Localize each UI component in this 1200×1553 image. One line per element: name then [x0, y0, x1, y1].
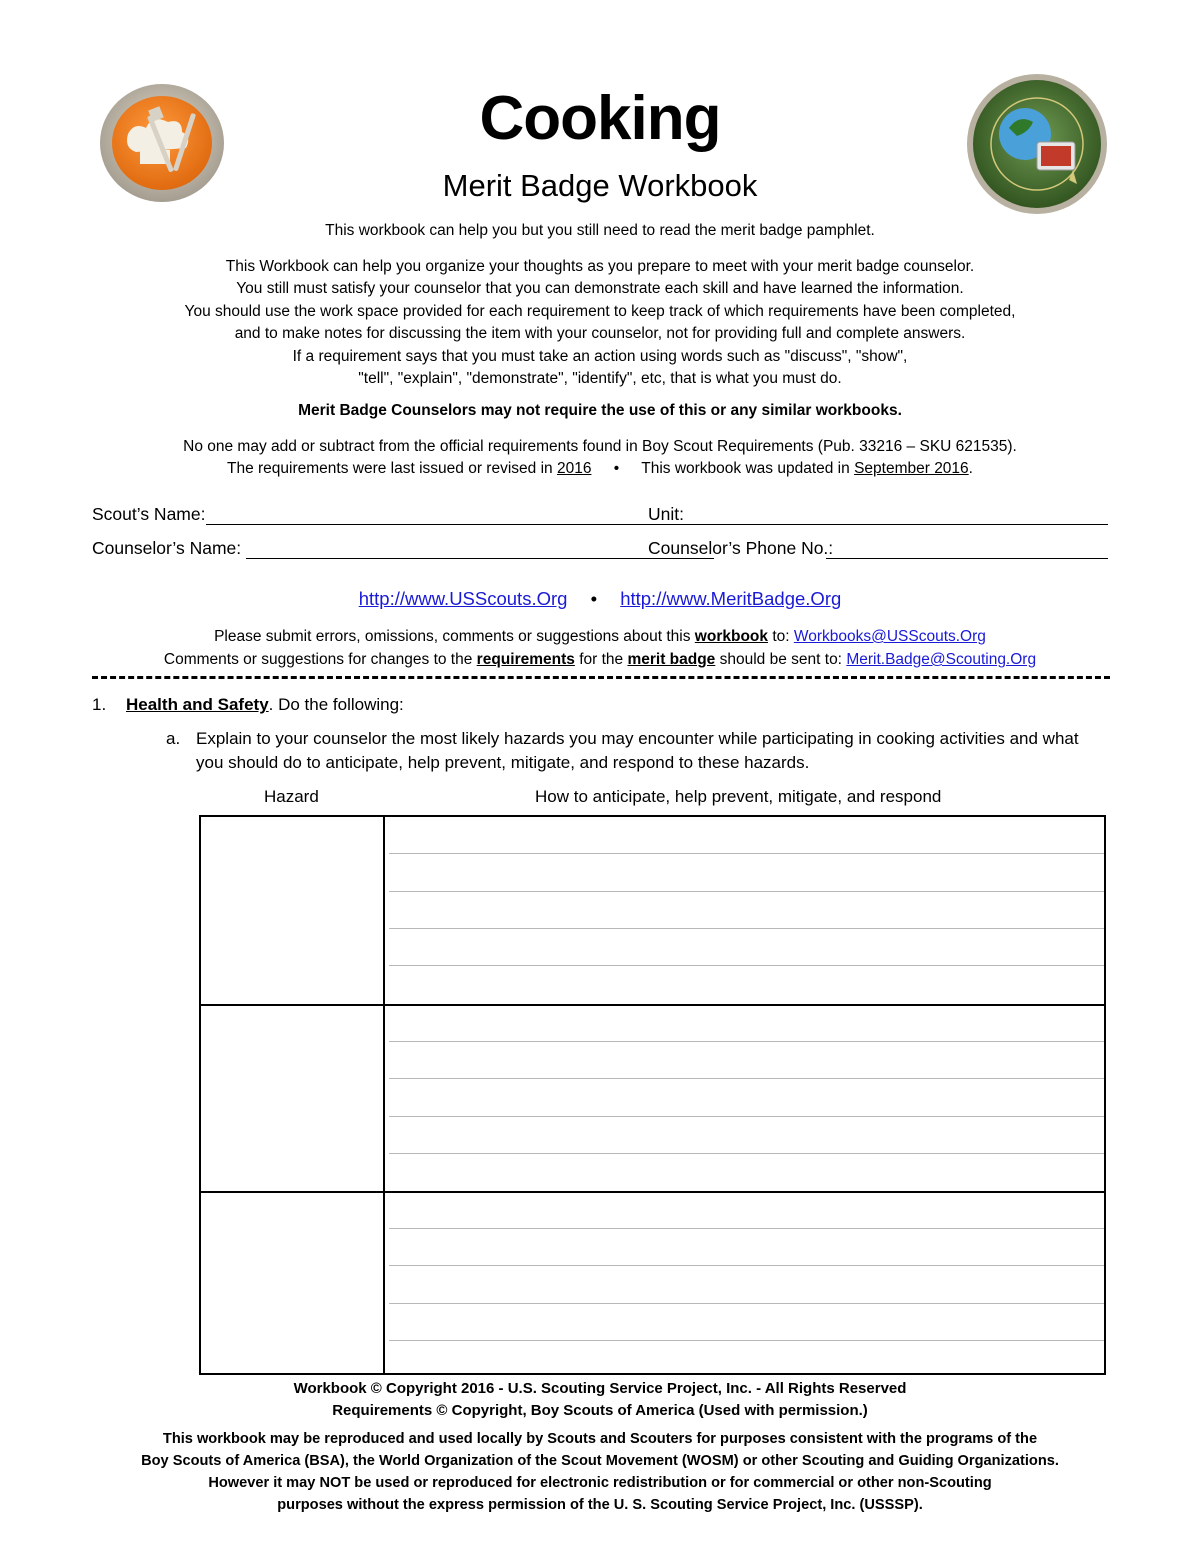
submit-line-workbook	[100, 625, 1100, 648]
meritbadge-link[interactable]: http://www.MeritBadge.Org	[620, 588, 842, 609]
requirement-number: 1.	[92, 695, 107, 714]
counselor-name-field[interactable]	[246, 538, 714, 559]
workbooks-email-link[interactable]: Workbooks@USScouts.Org	[793, 628, 986, 645]
counselor-fields-row	[92, 538, 1108, 562]
requirement-1a	[166, 727, 1096, 775]
writing-line	[389, 1228, 1104, 1229]
writing-line	[389, 1078, 1104, 1079]
footer-line: This workbook may be reproduced and used locally by Scouts and Scouters for purposes consistent with the programs of the	[162, 1431, 1038, 1447]
footer-line: purposes without the express permission of the U. S. Scouting Service Project, Inc. (USSSP).	[277, 1497, 923, 1513]
merit-badge-email-link[interactable]: Merit.Badge@Scouting.Org	[846, 651, 1037, 668]
instructions-line: You still must satisfy your counselor that you can demonstrate each skill and have learned the information.	[236, 280, 964, 298]
bullet-separator: •	[613, 460, 620, 477]
period: .	[968, 460, 973, 477]
response-cell[interactable]	[385, 1006, 1104, 1191]
counselor-phone-label: Counselor’s Phone No.:	[648, 538, 834, 558]
writing-line	[389, 1303, 1104, 1304]
counselor-phone-field[interactable]	[826, 538, 1108, 559]
page-title: Cooking	[479, 84, 721, 153]
bullet-separator: •	[590, 588, 598, 609]
resource-links	[100, 588, 1100, 610]
requirement-letter: a.	[166, 729, 181, 748]
page-subtitle: Merit Badge Workbook	[442, 168, 758, 203]
submit-text: should be sent to:	[719, 651, 842, 668]
submit-text: Please submit errors, omissions, comments or suggestions about this	[214, 628, 691, 645]
requirement-title: Health and Safety	[126, 695, 269, 714]
response-cell[interactable]	[385, 817, 1104, 1004]
intro-text: This workbook can help you but you still need to read the merit badge pamphlet.	[325, 222, 875, 239]
instructions-line: "tell", "explain", "demonstrate", "identify", etc, that is what you must do.	[358, 370, 842, 388]
hazard-cell[interactable]	[201, 1006, 385, 1191]
writing-line	[389, 928, 1104, 929]
writing-line	[389, 1116, 1104, 1117]
instructions-line: You should use the work space provided for each requirement to keep track of which requirements have been completed,	[184, 302, 1016, 320]
counselor-notice: Merit Badge Counselors may not require the use of this or any similar workbooks.	[298, 402, 902, 419]
requirement-1-heading	[92, 695, 404, 715]
table-row	[201, 1004, 1104, 1191]
updated-prefix: This workbook was updated in	[641, 460, 850, 477]
unit-label: Unit:	[648, 504, 684, 524]
merit-badge-emphasis: merit badge	[627, 651, 716, 668]
updated-date: September 2016	[854, 460, 969, 477]
submit-text: Comments or suggestions for changes to the	[163, 651, 473, 668]
unit-field[interactable]	[692, 504, 1108, 525]
submit-text: to:	[772, 628, 790, 645]
submit-line-requirements	[100, 648, 1100, 671]
copyright-footer	[60, 1378, 1140, 1422]
writing-line	[389, 1041, 1104, 1042]
instructions-line: and to make notes for discussing the item with your counselor, not for providing full and complete answers.	[234, 325, 966, 343]
response-column-header: How to anticipate, help prevent, mitigate, and respond	[535, 787, 942, 806]
requirement-1a-text: Explain to your counselor the most likely hazards you may encounter while participating in cooking activities and what you should do to anticipate, help prevent, mitigate, and respond to these hazards.	[196, 729, 1079, 772]
official-line: No one may add or subtract from the official requirements found in Boy Scout Requirements (Pub. 33216 – SKU 621535).	[183, 438, 1017, 455]
footer-line: However it may NOT be used or reproduced for electronic redistribution or for commercial or other non-Scouting	[208, 1475, 992, 1491]
table-row	[201, 1191, 1104, 1373]
footer-line: Workbook © Copyright 2016 - U.S. Scouting Service Project, Inc. - All Rights Reserved	[293, 1380, 907, 1397]
usssp-seal-icon	[965, 72, 1109, 216]
usage-footer	[60, 1428, 1140, 1516]
scout-name-label: Scout’s Name:	[92, 504, 206, 524]
requirement-instruction: . Do the following:	[268, 695, 404, 714]
section-divider	[92, 676, 1110, 679]
response-cell[interactable]	[385, 1193, 1104, 1373]
hazard-cell[interactable]	[201, 817, 385, 1004]
writing-line	[389, 1340, 1104, 1341]
submission-info	[100, 625, 1100, 671]
hazard-column-header: Hazard	[264, 787, 319, 806]
writing-line	[389, 891, 1104, 892]
hazard-table	[199, 815, 1106, 1375]
hazard-cell[interactable]	[201, 1193, 385, 1373]
issued-year: 2016	[556, 460, 592, 477]
workbook-emphasis: workbook	[694, 628, 768, 645]
writing-line	[389, 1153, 1104, 1154]
table-row	[201, 817, 1104, 1004]
official-requirements-note	[100, 436, 1100, 480]
name-fields-row	[92, 504, 1108, 528]
counselor-name-label: Counselor’s Name:	[92, 538, 242, 558]
instructions-line: This Workbook can help you organize your thoughts as you prepare to meet with your merit badge counselor.	[225, 258, 975, 275]
revision-line	[100, 458, 1100, 480]
usscouts-link[interactable]: http://www.USScouts.Org	[358, 588, 568, 609]
requirements-emphasis: requirements	[476, 651, 575, 668]
footer-line: Requirements © Copyright, Boy Scouts of America (Used with permission.)	[332, 1402, 868, 1419]
cooking-merit-badge-icon	[98, 82, 226, 204]
issued-prefix: The requirements were last issued or revised in	[227, 460, 553, 477]
instructions-line: If a requirement says that you must take an action using words such as "discuss", "show",	[292, 347, 908, 365]
writing-line	[389, 853, 1104, 854]
scout-name-field[interactable]	[206, 504, 714, 525]
footer-line: Boy Scouts of America (BSA), the World Organization of the Scout Movement (WOSM) or other Scouting and Guiding Organizations.	[141, 1453, 1059, 1469]
writing-line	[389, 965, 1104, 966]
submit-text: for the	[579, 651, 624, 668]
instructions-paragraph	[100, 256, 1100, 390]
writing-line	[389, 1265, 1104, 1266]
